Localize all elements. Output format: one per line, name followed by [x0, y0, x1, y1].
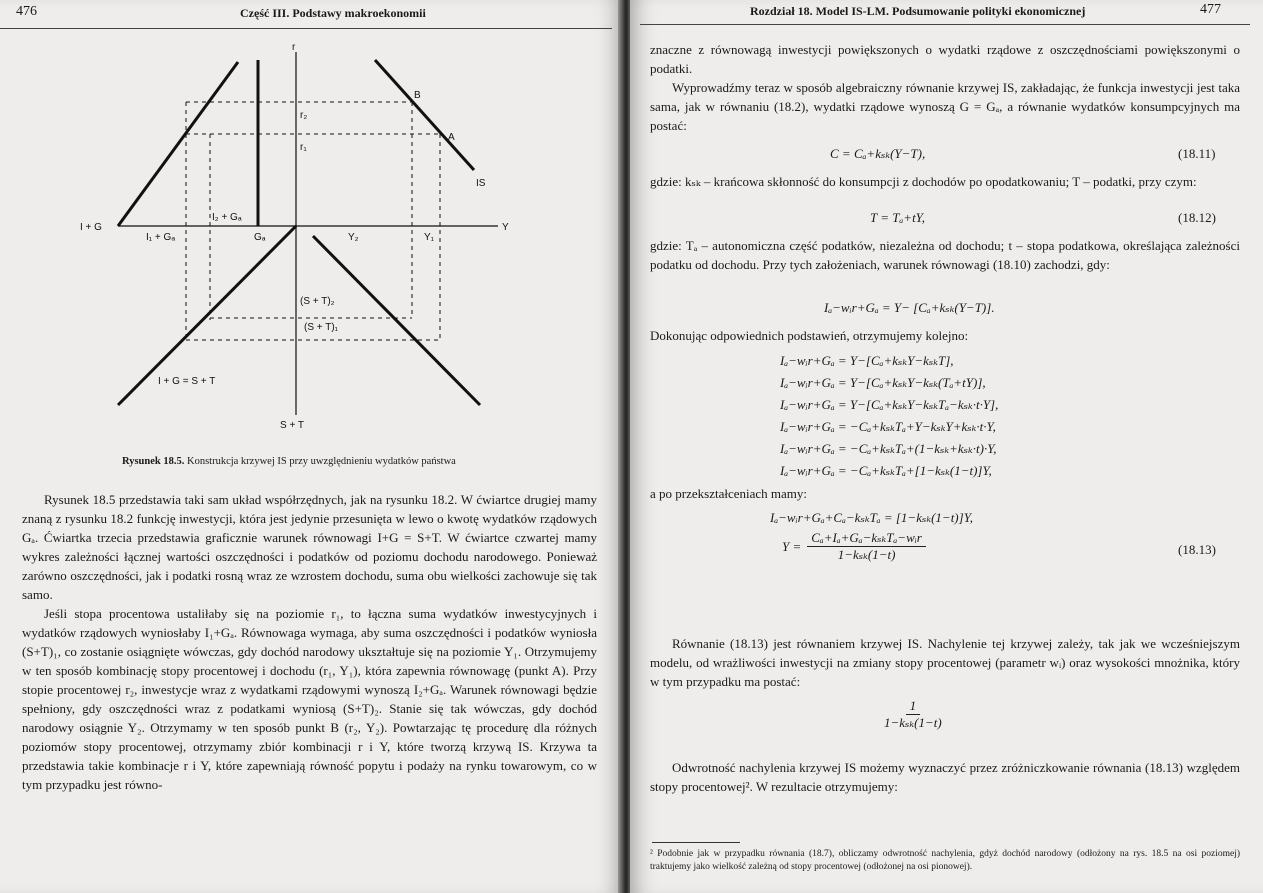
footnote-rule	[652, 842, 740, 843]
investment-curve	[118, 62, 238, 226]
eq-18-13-number: (18.13)	[1178, 542, 1216, 557]
eq-after-transform: Iₐ−wᵢr+Gₐ+Cₐ−kₛₖTₐ = [1−kₛₖ(1−t)]Y,	[770, 510, 973, 525]
right-page	[630, 0, 1263, 893]
right-para-5	[650, 326, 1240, 345]
label-ig-st: I + G = S + T	[158, 376, 216, 387]
footnote-text: ² Podobnie jak w przypadku równania (18.7), obliczamy odwrotność nachylenia, gdyż dochód narodowy (odłożony na rys. 18.5 na osi poziomej) traktujemy jako wielkość zależną od stopy procentowej (odłożonej na osi pionowej).	[650, 849, 1240, 872]
label-b: B	[414, 90, 421, 101]
eq-18-12-number: (18.12)	[1178, 210, 1216, 225]
left-body	[22, 490, 597, 794]
label-y1: Y₁	[424, 232, 435, 243]
right-para-3	[650, 172, 1240, 191]
eq-step-4: Iₐ−wᵢr+Gₐ = −Cₐ+kₛₖTₐ+Y−kₛₖY+kₛₖ·t·Y,	[780, 419, 996, 434]
right-para-8	[650, 758, 1240, 796]
eq-step-2: Iₐ−wᵢr+Gₐ = Y−[Cₐ+kₛₖY−kₛₖ(Tₐ+tY)],	[780, 375, 986, 390]
right-head-rule	[640, 24, 1250, 25]
eq-18-13-fraction	[807, 530, 926, 563]
eq-18-13-numerator: Cₐ+Iₐ+Gₐ−kₛₖTₐ−wᵢr	[807, 530, 926, 547]
eq-18-13-denominator: 1−kₛₖ(1−t)	[837, 547, 896, 562]
left-page-number: 476	[16, 4, 37, 19]
savings-taxes-curve	[313, 236, 480, 405]
label-ga: Gₐ	[254, 232, 266, 243]
left-paragraph-2: Jeśli stopa procentowa ustaliłaby się na poziomie r₁, to łączna suma wydatków inwestycyjnych i wydatków rządowych wyniosłaby I₁+Gₐ. Równowaga wymaga, aby suma oszczędności i podatków wyniosła (S+T)₁, co zostanie osiągnięte wówczas, gdy dochód narodowy ukształtuje się na poziomie Y₁. Otrzymujemy w ten sposób kombinację stopy procentowej i dochodu (r₁, Y₁), która zapewnia równowagę (punkt A). Przy stopie procentowej r₂, inwestycje wraz z wydatkami rządowymi wynoszą I₂+Gₐ. Warunek równowagi będzie spełniony, gdy oszczędności wraz z podatkami wyniosą (S+T)₂. Stanie się tak wówczas, gdy dochód narodowy osiągnie Y₂. Otrzymamy w ten sposób punkt B (r₂, Y₂). Powtarzając tę procedurę dla różnych poziomów stopy procentowej, otrzymamy zbiór kombinacji r i Y, które tworzą krzywą IS. Krzywa ta przedstawia takie kombinacje r i Y, które zapewniają równość popytu i podaży na rynku towarowym, co w tym przypadku jest równo-	[22, 606, 597, 792]
eq-18-13-lhs: Y =	[782, 538, 802, 554]
right-para-8-text: Odwrotność nachylenia krzywej IS możemy wyznaczyć przez zróżniczkowanie równania (18.13) względem stopy procentowej². W rezultacie otrzymujemy:	[650, 760, 1240, 794]
is-curve	[375, 60, 474, 170]
right-para-4	[650, 236, 1240, 274]
eq-18-12: T = Tₐ+tY,	[870, 210, 925, 225]
left-page	[0, 0, 622, 893]
left-paragraph-1: Rysunek 18.5 przedstawia taki sam układ współrzędnych, jak na rysunku 18.2. W ćwiartce drugiej mamy znaną z rysunku 18.2 funkcję inwestycji, która jest jedynie przesunięta w lewo o kwotę wydatków rządowych Gₐ. Ćwiartka trzecia przedstawia graficznie warunek równowagi I+G = S+T. W ćwiartce czwartej mamy wykres zależności łącznej wartości oszczędności i podatków od poziomu dochodu narodowego. Ponieważ zarówno oszczędności, jak i podatki rosną wraz ze wzrostem dochodu, suma obu wielkości zachowuje się tak samo.	[22, 492, 597, 602]
label-y2: Y₂	[348, 232, 359, 243]
eq-steps	[780, 350, 998, 482]
caption-bold: Rysunek 18.5.	[122, 456, 185, 467]
label-a: A	[448, 132, 455, 143]
figure-18-5	[0, 0, 622, 450]
caption-text: Konstrukcja krzywej IS przy uwzględnieniu wydatków państwa	[184, 456, 456, 467]
label-st1: (S + T)₁	[304, 322, 339, 333]
eq-step-6: Iₐ−wᵢr+Gₐ = −Cₐ+kₛₖTₐ+[1−kₛₖ(1−t)]Y,	[780, 463, 992, 478]
eq-step-1: Iₐ−wᵢr+Gₐ = Y−[Cₐ+kₛₖY−kₛₖT],	[780, 353, 954, 368]
label-is: IS	[476, 178, 486, 189]
right-head-title: Rozdział 18. Model IS-LM. Podsumowanie polityki ekonomicznej	[750, 4, 1086, 18]
label-i1g: I₁ + Gₐ	[146, 232, 176, 243]
right-para-2	[650, 78, 1240, 135]
eq-step-5: Iₐ−wᵢr+Gₐ = −Cₐ+kₛₖTₐ+(1−kₛₖ+kₛₖ·t)·Y,	[780, 441, 997, 456]
eq-18-11-number: (18.11)	[1178, 146, 1216, 161]
left-head-title: Część III. Podstawy makroekonomii	[240, 6, 426, 20]
label-r1: r₁	[300, 142, 307, 153]
label-y-axis: Y	[502, 222, 509, 233]
right-para-1-text: znaczne z równowagą inwestycji powiększonych o wydatki rządowe z oszczędnościami powiększonymi o podatki.	[650, 42, 1240, 76]
right-para-3-text: gdzie: kₛₖ – krańcowa skłonność do konsumpcji z dochodów po opodatkowaniu; T – podatki, przy czym:	[650, 174, 1197, 189]
eq-step-3: Iₐ−wᵢr+Gₐ = Y−[Cₐ+kₛₖY−kₛₖTₐ−kₛₖ·t·Y],	[780, 397, 999, 412]
label-r2: r₂	[300, 110, 308, 121]
multiplier-numerator: 1	[906, 698, 921, 715]
right-para-5-text: Dokonując odpowiednich podstawień, otrzymujemy kolejno:	[650, 328, 969, 343]
right-para-4-text: gdzie: Tₐ – autonomiczna część podatków, niezależna od dochodu; t – stopa podatkowa, określająca zależności podatku od dochodu. Przy tych założeniach, warunek równowagi (18.10) zachodzi, gdy:	[650, 238, 1240, 272]
right-para-7-text: Równanie (18.13) jest równaniem krzywej IS. Nachylenie tej krzywej zależy, tak jak we wcześniejszym modelu, od wrażliwości inwestycji na zmiany stopy procentowej (parametr wᵢ) oraz wysokości mnożnika, który w tym przypadku ma postać:	[650, 636, 1240, 689]
right-para-6-text: a po przekształceniach mamy:	[650, 486, 808, 501]
right-para-1	[650, 40, 1240, 78]
right-para-7	[650, 634, 1240, 691]
right-para-6	[650, 484, 1240, 503]
multiplier-denominator: 1−kₛₖ(1−t)	[884, 715, 942, 730]
multiplier-expression	[880, 698, 946, 731]
eq-18-11: C = Cₐ+kₛₖ(Y−T),	[830, 146, 926, 161]
multiplier-fraction	[880, 698, 946, 731]
label-ig-axis: I + G	[80, 222, 102, 233]
right-para-2-text: Wyprowadźmy teraz w sposób algebraiczny równanie krzywej IS, zakładając, że funkcja inwestycji jest taka sama, jak w równaniu (18.2), wydatki rządowe wynoszą G = Gₐ, a równanie wydatków konsumpcyjnych ma postać:	[650, 80, 1240, 133]
label-i2g: I₂ + Gₐ	[212, 212, 242, 223]
figure-caption	[122, 456, 456, 467]
label-st-axis: S + T	[280, 420, 304, 431]
label-st2: (S + T)₂	[300, 296, 335, 307]
right-page-number: 477	[1200, 2, 1221, 17]
footnote	[650, 848, 1240, 874]
label-r-axis: r	[292, 42, 296, 53]
eq-equilibrium-condition: Iₐ−wᵢr+Gₐ = Y− [Cₐ+kₛₖ(Y−T)].	[824, 300, 995, 315]
eq-18-13	[782, 530, 926, 563]
